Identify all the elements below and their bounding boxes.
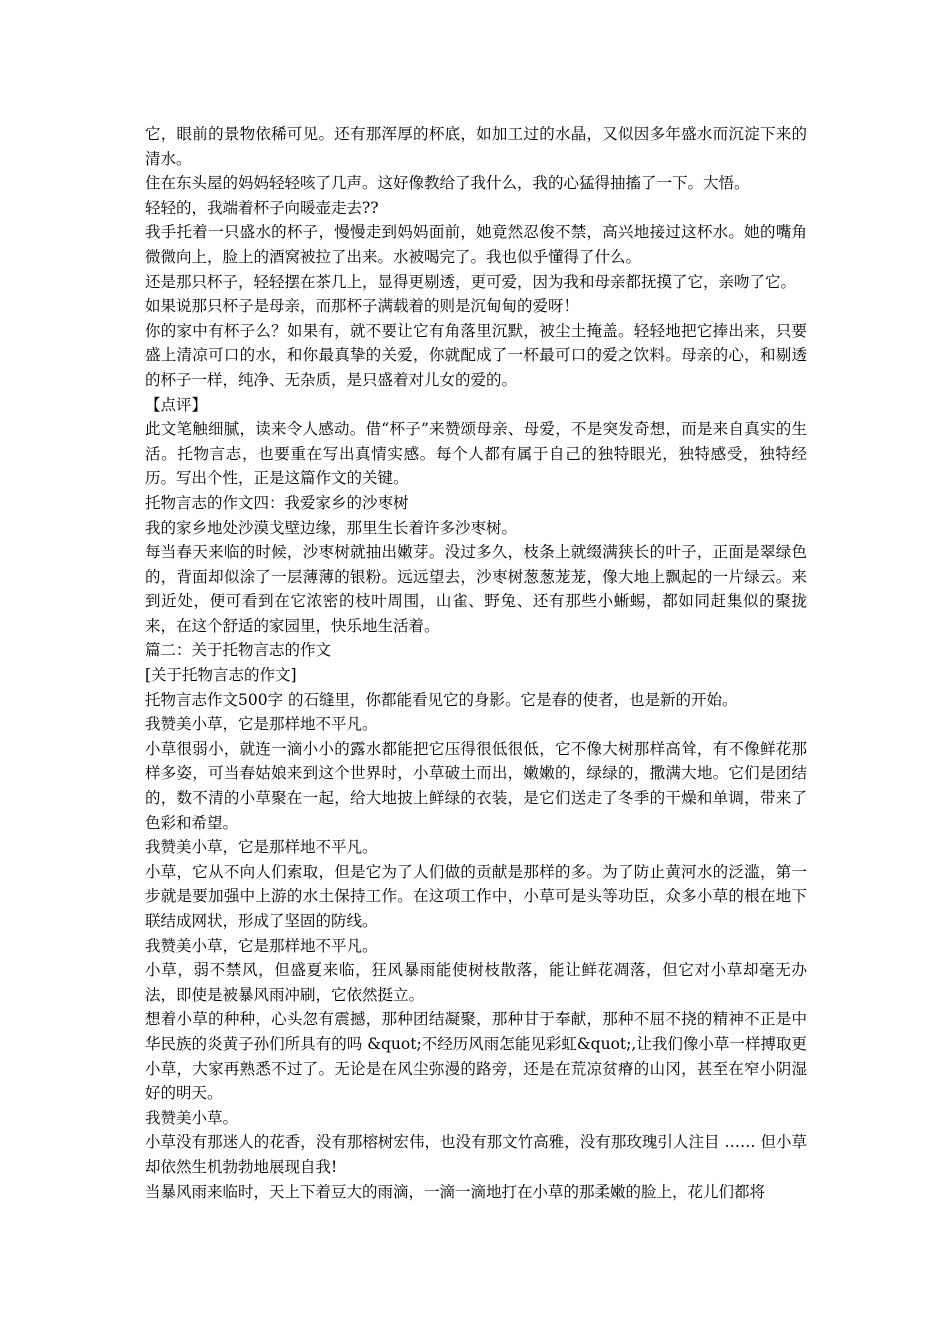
- paragraph: 如果说那只杯子是母亲，而那杯子满载着的则是沉甸甸的爱呀！: [145, 297, 580, 316]
- paragraph: 轻轻的，我端着杯子向暖壶走去??: [145, 198, 379, 217]
- paragraph: 我赞美小草。: [145, 1108, 239, 1127]
- section-subheading: [关于托物言志的作文]: [145, 666, 297, 685]
- paragraph: 我赞美小草，它是那样地不平凡。: [145, 838, 378, 857]
- paragraph: 我赞美小草，它是那样地不平凡。: [145, 936, 378, 955]
- paragraph: 还是那只杯子，轻轻摆在茶几上，显得更剔透，更可爱，因为我和母亲都抚摸了它，亲吻了它。: [145, 272, 797, 291]
- section-heading: 篇二：关于托物言志的作文: [145, 641, 332, 660]
- paragraph: 每当春天来临的时候，沙枣树就抽出嫩芽。没过多久，枝条上就缀满狭长的叶子，正面是翠绿色的，背面却似涂了一层薄薄的银粉。远远望去，沙枣树葱葱茏茏，像大地上飘起的一片绿云。来到近处，便可看到在它浓密的枝叶周围，山雀、野兔、还有那些小蜥蜴，都如同赶集似的聚拢来，在这个舒适的家园里，快乐地生活着。: [145, 543, 807, 635]
- paragraph: 当暴风雨来临时，天上下着豆大的雨滴，一滴一滴地打在小草的那柔嫩的脸上，花儿们都将: [145, 1182, 766, 1201]
- paragraph: 你的家中有杯子么？如果有，就不要让它有角落里沉默，被尘土掩盖。轻轻地把它捧出来，只要盛上清凉可口的水，和你最真挚的关爱，你就配成了一杯最可口的爱之饮料。母亲的心，和剔透的杯子一样，纯净、无杂质，是只盛着对儿女的爱的。: [145, 321, 807, 389]
- paragraph: 小草没有那迷人的花香，没有那榕树宏伟，也没有那文竹高雅，没有那玫瑰引人注目 …… 但小草却依然生机勃勃地展现自我!: [145, 1133, 807, 1176]
- paragraph: 我手托着一只盛水的杯子，慢慢走到妈妈面前，她竟然忍俊不禁，高兴地接过这杯水。她的嘴角微微向上，脸上的酒窝被拉了出来。水被喝完了。我也似乎懂得了什么。: [145, 223, 807, 266]
- paragraph: 它，眼前的景物依稀可见。还有那浑厚的杯底，如加工过的水晶，又似因多年盛水而沉淀下来的清水。: [145, 125, 807, 168]
- paragraph: 小草，弱不禁风，但盛夏来临，狂风暴雨能使树枝散落，能让鲜花凋落，但它对小草却毫无办法，即使是被暴风雨冲刷，它依然挺立。: [145, 961, 807, 1004]
- paragraph: 我的家乡地处沙漠戈壁边缘，那里生长着许多沙枣树。: [145, 518, 518, 537]
- paragraph: 想着小草的种种，心头忽有震撼，那种团结凝聚，那种甘于奉献，那种不屈不挠的精神不正是中华民族的炎黄子孙们所具有的吗 &quot;不经历风雨怎能见彩虹&quot;,让我们像小草一样搏取更小草，大家再熟悉不过了。无论是在风尘弥漫的路旁，还是在荒凉贫瘠的山冈，甚至在窄小阴湿好的明天。: [145, 1010, 807, 1103]
- paragraph: 此文笔触细腻，读来令人感动。借“杯子”来赞颂母亲、母爱，不是突发奇想，而是来自真实的生活。托物言志，也要重在写出真情实感。每个人都有属于自己的独特眼光，独特感受，独特经历。写出个性，正是这篇作文的关键。: [145, 420, 807, 488]
- paragraph: 我赞美小草，它是那样地不平凡。: [145, 715, 378, 734]
- paragraph: 小草，它从不向人们索取，但是它为了人们做的贡献是那样的多。为了防止黄河水的泛滥，第一步就是要加强中上游的水土保持工作。在这项工作中，小草可是头等功臣，众多小草的根在地下联结成网状，形成了坚固的防线。: [145, 862, 807, 930]
- section-heading-review: 【点评】: [145, 395, 208, 414]
- document-body: [145, 122, 807, 1204]
- paragraph: 小草很弱小，就连一滴小小的露水都能把它压得很低很低，它不像大树那样高耸，有不像鲜花那样多姿，可当春姑娘来到这个世界时，小草破土而出，嫩嫩的，绿绿的，撒满大地。它们是团结的，数不清的小草聚在一起，给大地披上鲜绿的衣装，是它们送走了冬季的干燥和单调，带来了色彩和希望。: [145, 739, 807, 832]
- paragraph: 托物言志作文500字 的石缝里，你都能看见它的身影。它是春的使者，也是新的开始。: [145, 690, 738, 709]
- paragraph: 住在东头屋的妈妈轻轻咳了几声。这好像教给了我什么，我的心猛得抽搐了一下。大悟。: [145, 174, 750, 193]
- essay-title: 托物言志的作文四：我爱家乡的沙枣树: [145, 493, 409, 512]
